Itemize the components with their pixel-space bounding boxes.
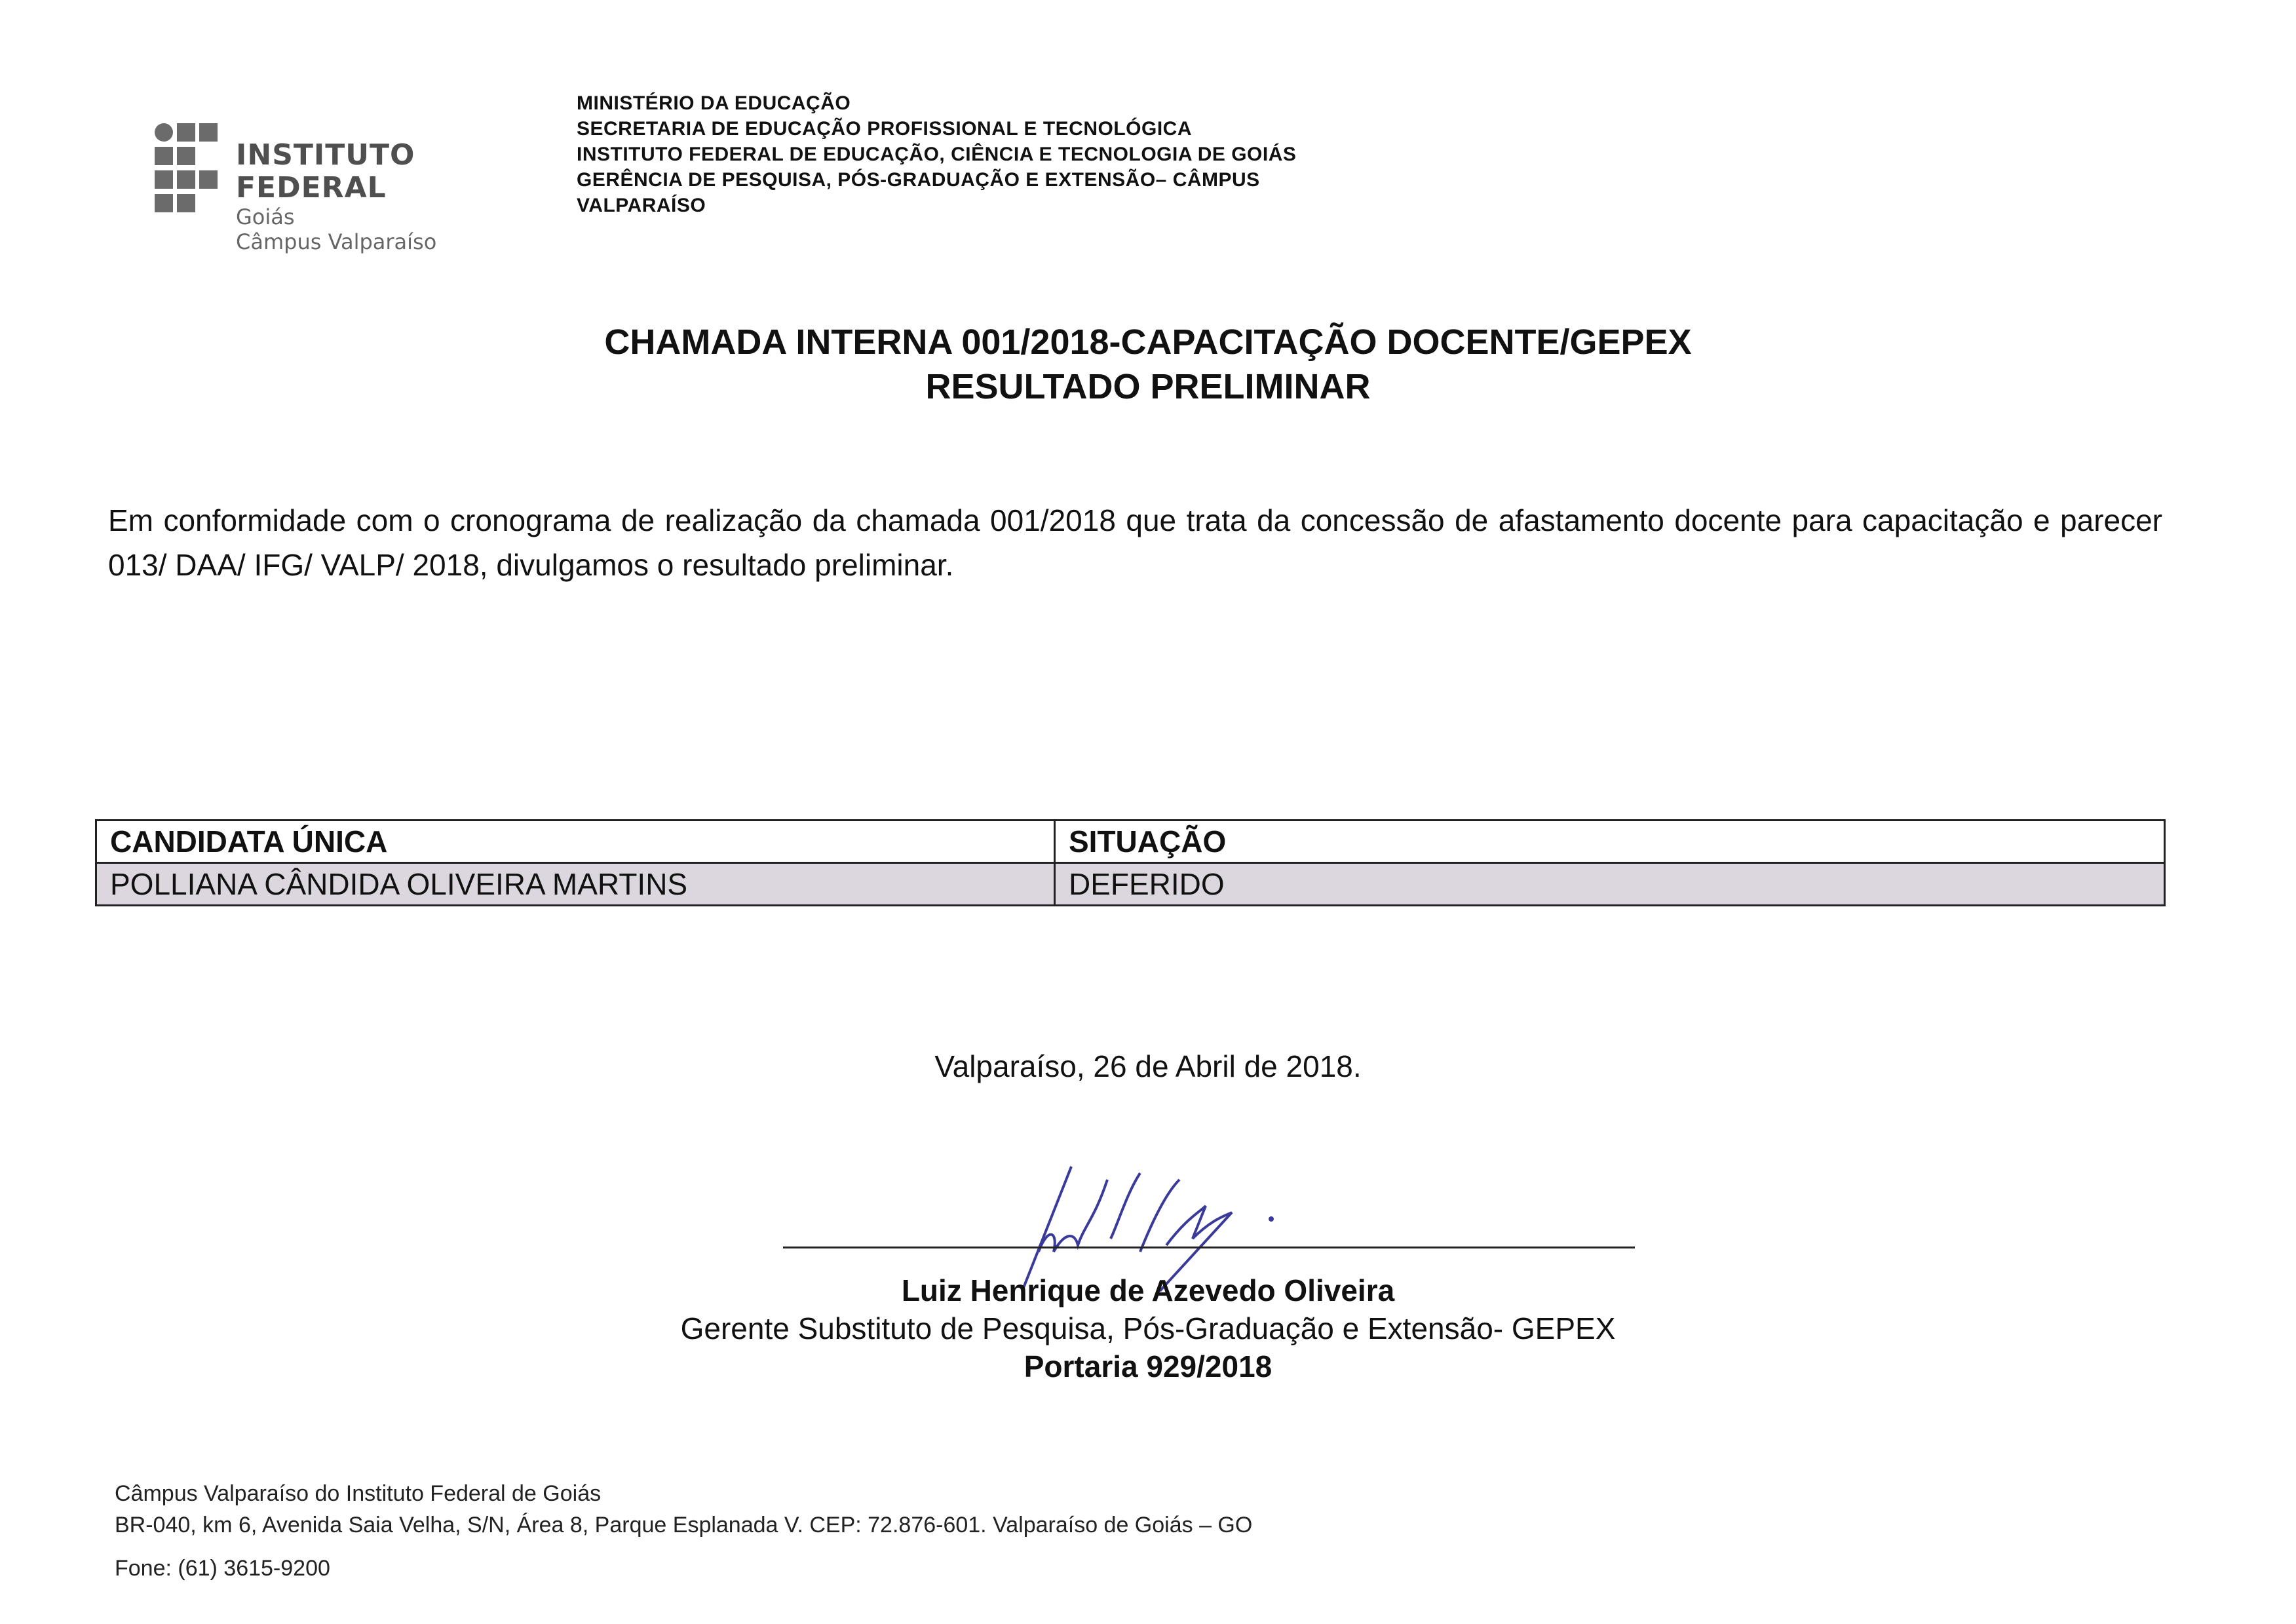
logo-campus: Câmpus Valparaíso bbox=[236, 229, 437, 254]
body-paragraph: Em conformidade com o cronograma de realização da chamada 001/2018 que trata da concessão de afastamento docente para capacitação e parecer 013/ DAA/ IFG/ VALP/ 2018, divulgamos o resultado preliminar. bbox=[108, 503, 2162, 582]
title-line-2: RESULTADO PRELIMINAR bbox=[925, 367, 1371, 406]
signature-line bbox=[783, 1247, 1635, 1248]
logo-mark-icon bbox=[155, 121, 220, 219]
result-table bbox=[95, 819, 2166, 906]
logo-state: Goiás bbox=[236, 204, 295, 229]
footer-phone: Fone: (61) 3615-9200 bbox=[115, 1556, 330, 1581]
header-line-management: GERÊNCIA DE PESQUISA, PÓS-GRADUAÇÃO E EXTENSÃO– CÂMPUS bbox=[577, 169, 1260, 191]
table-row bbox=[96, 863, 2165, 906]
cell-status: DEFERIDO bbox=[1055, 863, 2165, 906]
document-title bbox=[0, 320, 2296, 409]
footer-address: BR-040, km 6, Avenida Saia Velha, S/N, Área 8, Parque Esplanada V. CEP: 72.876-601. Valparaíso de Goiás – GO bbox=[115, 1513, 1253, 1537]
page-footer bbox=[115, 1478, 1252, 1584]
logo-title: INSTITUTO FEDERAL bbox=[236, 138, 415, 204]
institutional-header bbox=[577, 90, 1296, 218]
institution-logo bbox=[155, 121, 522, 254]
cell-candidate-name: POLLIANA CÂNDIDA OLIVEIRA MARTINS bbox=[96, 863, 1055, 906]
table-header-row bbox=[96, 821, 2165, 863]
header-line-institute: INSTITUTO FEDERAL DE EDUCAÇÃO, CIÊNCIA E TECNOLOGIA DE GOIÁS bbox=[577, 144, 1297, 165]
header-candidate: CANDIDATA ÚNICA bbox=[96, 821, 1055, 863]
header-line-secretariat: SECRETARIA DE EDUCAÇÃO PROFISSIONAL E TECNOLÓGICA bbox=[577, 118, 1193, 140]
footer-campus: Câmpus Valparaíso do Instituto Federal de Goiás bbox=[115, 1481, 602, 1506]
header-line-ministry: MINISTÉRIO DA EDUCAÇÃO bbox=[577, 92, 851, 114]
header-line-campus: VALPARAÍSO bbox=[577, 195, 706, 216]
document-date: Valparaíso, 26 de Abril de 2018. bbox=[934, 1049, 1362, 1083]
header-status: SITUAÇÃO bbox=[1055, 821, 2165, 863]
signatory-role: Gerente Substituto de Pesquisa, Pós-Graduação e Extensão- GEPEX bbox=[680, 1311, 1616, 1345]
logo-text bbox=[236, 139, 522, 254]
title-line-1: CHAMADA INTERNA 001/2018-CAPACITAÇÃO DOCENTE/GEPEX bbox=[604, 322, 1692, 362]
signatory-name: Luiz Henrique de Azevedo Oliveira bbox=[901, 1273, 1395, 1307]
signatory-portaria: Portaria 929/2018 bbox=[1024, 1349, 1272, 1383]
